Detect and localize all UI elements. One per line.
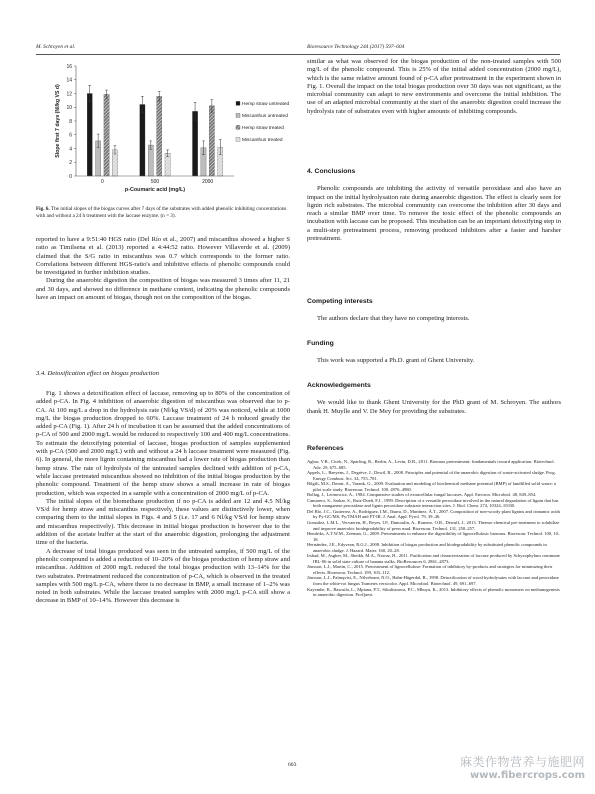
paragraph: We would like to thank Ghent University for the PhD grant of M. Schroyen. The authors thank H. Muylle and V. De Mey for providing the substrates. [307, 399, 561, 415]
reference-item: Irshad, M., Asgher, M., Sheikh, M.A., Nawaz, H., 2011. Purification and characterization of laccase produced by Schyzophylum commune IBL-06 in solid state culture of banana stalks. BioResources 6, 2861–2873. [307, 553, 560, 564]
bar [192, 111, 197, 176]
legend-swatch [236, 113, 240, 117]
left-column-section [36, 370, 290, 378]
x-tick-label: 500 [150, 179, 160, 185]
references-heading: References [307, 445, 344, 452]
legend-swatch [236, 101, 240, 105]
conclusions-section [307, 168, 561, 243]
legend-label: Hemp straw untreated [242, 102, 290, 107]
right-column-text [307, 58, 561, 116]
references-section [307, 445, 561, 598]
legend-label: Miscanthus untreated [242, 114, 288, 119]
y-tick-label: 12 [66, 91, 72, 98]
competing-heading: Competing interests [307, 298, 373, 305]
paragraph: This work was supported a Ph.D. grant of Ghent University. [317, 357, 475, 365]
bar-hatch [209, 106, 214, 176]
bar [87, 94, 92, 177]
x-tick-label: 0 [100, 179, 104, 185]
y-tick-label: 8 [69, 118, 72, 125]
y-tick-label: 4 [69, 146, 72, 153]
paragraph: similar as what was observed for the biogas production of the non-treated samples with 500 mg/L of the phenolic compound. This is 25% of the initial added concentration (2000 mg/L), which is the same relative amount found of p-CA after pretreatment in the experiment shown in Fig. 1. Overall the impact on the total biogas production over 30 days was not significant, as the microbial community can adapt to new environments and overcome the initial inhibition. The use of an adapted microbial community at the start of the anaerobic digestion could increase the hydrolysis rate of substrates even with higher amounts of inhibiting compounds. [307, 58, 561, 115]
reference-item: Hendriks, A.T.W.M., Zeeman, G., 2009. Pretreatments to enhance the digestibility of lignocellulosic biomass. Bioresour. Technol. 100, 10–18. [307, 531, 561, 542]
page-number: 603 [288, 762, 297, 768]
acknowledgements-heading: Acknowledgements [307, 382, 371, 389]
caption-text: The initial slopes of the biogas curves after 7 days of the substrates with added phenolic inhibiting concentrations with and without a 24 h treatment with the laccase enzyme. (n = 3). [36, 206, 287, 219]
figure-caption [36, 206, 290, 220]
y-tick-label: 6 [69, 132, 72, 139]
running-header-journal: Bioresource Technology 244 (2017) 597–604 [307, 44, 405, 50]
competing-interests-section [307, 298, 561, 324]
legend-swatch-hatch [236, 137, 240, 141]
bar [140, 105, 145, 177]
y-tick-label: 16 [66, 63, 72, 70]
paragraph: A decrease of total biogas produced was seen in the untreated samples, if 500 mg/L of the phenolic compound is added a reduction of 10–20% of the biogas production of hemp straw and miscanthus. Addition of 2000 mg/L reduced the total biogas production with 13–14% for the two substrates. Pretreatment reduced the concentration of p-CA, which is observed in the treated samples with 500 mg/L p-CA, where there is no decrease in BMP, a small increase of 1–2% was noted in both substrates. While the laccase treated samples with 2000 mg/L p-CA still show a decrease in BMP of 10–14%. However this decrease is [36, 547, 290, 605]
acknowledgements-section [307, 382, 561, 416]
legend-swatch-hatch [236, 125, 240, 129]
watermark-text: 麻类作物营养与施肥网 [459, 755, 585, 769]
left-column-text [36, 236, 290, 302]
paragraph: Phenolic compounds are inhibiting the activity of versatile peroxidase and also have an impact on the initial hydrolysation rate during anaerobic digestion. The effect is clearly seen for lignin rich substrates. The microbial community can overcome the inhibition after 30 days and reach a similar BMP over time. To remove the toxic effect of the phenolic compounds an incubation with laccase can be proposed. This incubation can be an important detoxifying step in a multi-step pretreatment process, removing produced inhibitors after a faster and harsher pretreatment. [307, 185, 561, 243]
reference-item: Jönsson, L.J., Palmqvist, E., Nilvebrant, N.O., Hahn-Hägerdal, B., 1998. Detoxification of wood hydrolysates with laccase and peroxidase from the white-rot fungus Trametes versicolor. Appl. Microbiol. Biotechnol. 49, 691–697. [307, 575, 559, 587]
legend-label: Hemp straw treated [242, 126, 284, 131]
x-axis-label: p-Coumaric acid (mg/L) [124, 187, 186, 193]
reference-item: Agbor, V.B., Cicek, N., Sparling, R., Berlin, A., Levin, D.B., 2011. Biomass pretreatment: fundamentals toward application. Biotechnol. Adv. 29, 675–685. [307, 459, 555, 470]
x-tick-label: 2000 [202, 179, 214, 185]
paragraph: The initial slopes of the biomethane production if no p-CA is added are 12 and 4.5 Nl/kg VS/d for hemp straw and miscanthus respectively, these values are distinctively lower, when comparing them to the initial slopes in Figs. 4 and 5 (i.e. 17 and 6 Nl/kg VS/d for hemp straw and miscanthus respectively). This decrease in initial biogas production is however due to the addition of the acetate buffer at the start of the anaerobic digestion, prolonging the adjustment time of the bacteria. [36, 497, 290, 547]
bar [148, 145, 153, 176]
bar-hatch [157, 96, 162, 176]
running-header-authors: M. Schroyen et al. [36, 44, 76, 50]
y-axis-label: Slope first 7 days (Nl/kg VS d) [55, 84, 61, 158]
reference-item: Hernández, J.E., Edyvean, R.G.J., 2008. Inhibition of biogas production and biodegradability by substituted phenolic compounds in anaerobic sludge. J. Hazard. Mater. 160, 20–28. [307, 542, 547, 553]
reference-item: Gonzalez, L.M.L., Vervaeren, H., Reyes, I.P., Dumoulin, A., Romero, O.R., Dewulf, J., 2013. Thermo-chemical pre-treatment to solubilize and improve anaerobic biodegradability of press mud. Bioresour. Technol. 131, 250–257. [307, 520, 560, 531]
y-tick-label: 10 [66, 105, 72, 112]
legend-label: Miscanthus treated [242, 138, 283, 143]
header-rule [36, 54, 560, 55]
bar-hatch [104, 94, 109, 176]
funding-section [307, 340, 561, 366]
reference-item: Bollag, J., Leonowicz, A., 1984. Comparative studies of extracellular fungal laccases. Appl. Environ. Microbiol. 48, 849–854. [307, 492, 537, 498]
paragraph: reported to have a 9:51:40 HGS ratio (Del Río et al., 2007) and miscanthus showed a higher S ratio as Timilsena et al. (2013) reported a 4:44:52 ratio. However Villaverde et al. (2009) claimed that the S/G ratio in miscanthus was 0.7 which corresponds to the former ratio. Correlations between different HGS-ratio's and inhibitive effects of phenolic compounds could be investigated in further inhibition studies. [36, 236, 290, 277]
reference-item: Kayembe, K., Basosila, L., Mpiana, P.T., Sikulisimwa, P.C., Mbuyu, K., 2013. Inhibitory effects of phenolic monomers on methanogenesis in anaerobic digestion. ProQuest. [307, 586, 560, 598]
paragraph: Fig. 1 shows a detoxification effect of laccase, removing up to 80% of the concentration of added p-CA. In Fig. 4 inhibition of anaerobic digestion of miscanthus was observed due to p-CA. At 100 mg/L a drop in the hydrolysis rate (Nl/kg VS/d) of 20% was noticed, while at 1000 mg/L the biogas production dropped to 60%. Laccase treatment of 24 h reduced greatly the added p-CA (Fig. 1). After 24 h of incubation it can be assumed that the added concentrations of p-CA of 500 and 2000 mg/L would be reduced to respectively 100 and 400 mg/L concentrations. To estimate the detoxifying potential of laccase, biogas production of samples supplemented with p-CA (500 and 2000 mg/L) with and without a 24 h laccase treatment were measured (Fig. 6). In general, the more lignin containing miscanthus had a lower rate of biogas production than hemp straw. The rate of hydrolysis of the untreated samples declined with addition of p-CA, while laccase pretreated miscanthus showed no inhibition of the initial biogas production by the phenolic compound. Treatment of the hemp straw shows a small increase in rate of biogas production, which was expected in a sample with a concentration of 2000 mg/L of p-CA. [36, 390, 290, 497]
funding-heading: Funding [307, 340, 334, 347]
caption-label: Fig. 6. [36, 206, 50, 212]
watermark-url: www.fibercrops.com [469, 770, 585, 781]
reference-item: Del Río, J.C., Gutierrez, A., Rodríguez, I.M., Ibarra, D., Martínez, Á.T., 2007. Composition of non-woody plant lignins and cinnamic acids by Py-GC/MS, Py/TMAH and FT-IR. J. Anal. Appl. Pyrol. 79, 39–46. [307, 508, 561, 520]
left-column-body [36, 390, 290, 606]
reference-item: Appels, L., Baeyens, J., Degrève, J., Dewil, R., 2008. Principles and potential of the anaerobic digestion of waste-activated sludge. Prog. Energy Combust. Sci. 34, 755–781. [307, 470, 556, 481]
reference-item: Bilgili, M.S., Demir, A., Varank, G., 2009. Evaluation and modeling of biochemical methane potential (BMP) of landfilled solid waste: a pilot scale study. Bioresour. Technol. 100, 4976–4980. [307, 481, 557, 492]
reference-item: Camarero, S., Sarkar, S., Ruiz-Dueñ, F.J., 1999. Description of a versatile peroxidase involved in the natural degradation of lignin that has both manganese peroxidase and lignin peroxidase substrate interaction sites. J. Biol. Chem. 274, 10324–10330. [307, 497, 559, 509]
paragraph: The authors declare that they have no competing interests. [317, 315, 470, 323]
y-tick-label: 2 [69, 160, 72, 167]
figure-6-chart [36, 58, 290, 202]
reference-list [307, 459, 561, 598]
section-heading: 3.4. Detoxification effect on biogas production [36, 370, 160, 377]
paragraph: During the anaerobic digestion the composition of biogas was measured 3 times after 11, 21 and 30 days, and showed no difference in methane content, indicating the phenolic compounds have an impact on amount of biogas, though not on the composition of the biogas. [36, 277, 290, 302]
reference-item: Jönsson, L.J., Martín, C., 2015. Pretreatment of lignocellulose: Formation of inhibitory by-products and strategies for minimizing their effects. Bioresour. Technol. 199, 103–112. [307, 564, 553, 575]
conclusions-heading: 4. Conclusions [307, 168, 356, 175]
y-tick-label: 14 [66, 77, 72, 84]
y-tick-label: 0 [69, 173, 72, 180]
